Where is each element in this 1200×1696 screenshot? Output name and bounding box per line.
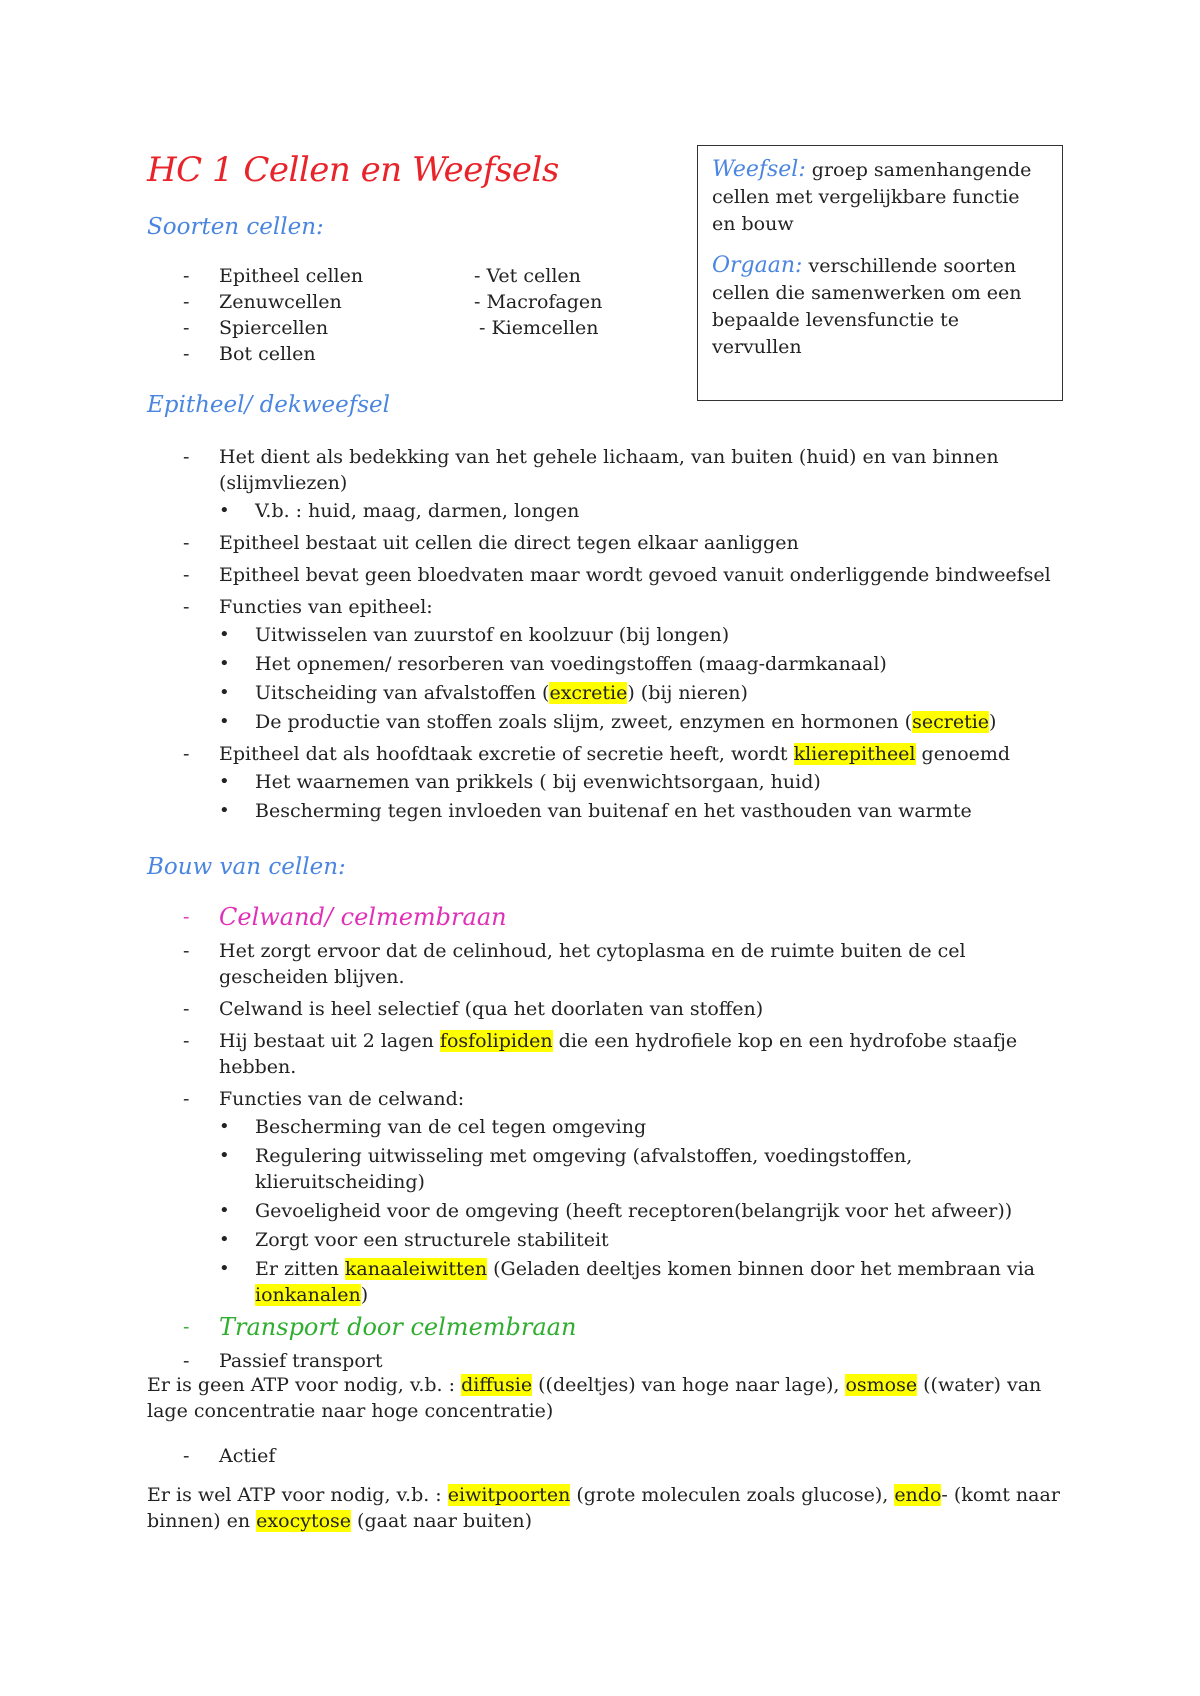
list-item: - Functies van de celwand: • Bescherming van de cel tegen omgeving • Regulering uitwisseling met omgeving (afvalstoffen, voedingstoffen, klieruitscheiding) • Gevoeligheid voor de omgeving (heeft receptoren(belangrijk voor het afweer)) • Zorgt voor een structurele stabiliteit • Er zitten kanaaleiwitten (Geladen deeltjes komen binnen door het membraan via ionkanalen)	[147, 1086, 1067, 1308]
heading-epitheel: Epitheel/ dekweefsel	[147, 392, 391, 418]
highlight: exocytose	[256, 1510, 352, 1532]
term-weefsel: Weefsel:	[712, 157, 806, 182]
highlight: fosfolipiden	[439, 1030, 553, 1052]
list-item: • De productie van stoffen zoals slijm, zweet, enzymen en hormonen (secretie)	[219, 709, 1067, 735]
list-item: - Zenuwcellen - Macrofagen	[147, 289, 602, 315]
paragraph-actief: Er is wel ATP voor nodig, v.b. : eiwitpoorten (grote moleculen zoals glucose), endo- (komt naar binnen) en exocytose (gaat naar buiten)	[147, 1484, 1060, 1532]
highlight: klierepitheel	[793, 743, 916, 765]
highlight: kanaaleiwitten	[344, 1258, 488, 1280]
list-item: - Epitheel bestaat uit cellen die direct tegen elkaar aanliggen	[147, 530, 1067, 556]
paragraph-passief: Er is geen ATP voor nodig, v.b. : diffusie ((deeltjes) van hoge naar lage), osmose ((water) van lage concentratie naar hoge concentratie)	[147, 1374, 1042, 1422]
list-item: - Het dient als bedekking van het gehele lichaam, van buiten (huid) en van binnen (slijmvliezen) • V.b. : huid, maag, darmen, longen	[147, 444, 1067, 524]
list-item: • Bescherming van de cel tegen omgeving	[219, 1114, 1067, 1140]
list-item: - Celwand is heel selectief (qua het doorlaten van stoffen)	[147, 996, 1067, 1022]
list-item: • Uitwisselen van zuurstof en koolzuur (bij longen)	[219, 622, 1067, 648]
list-item: • Er zitten kanaaleiwitten (Geladen deeltjes komen binnen door het membraan via ionkanalen)	[219, 1256, 1067, 1308]
term-orgaan: Orgaan:	[712, 253, 803, 278]
heading-bouw-van-cellen: Bouw van cellen:	[147, 854, 346, 880]
list-item: - Spiercellen - Kiemcellen	[147, 315, 602, 341]
highlight: secretie	[912, 711, 990, 733]
actief-list	[147, 1443, 1067, 1475]
list-item	[147, 904, 1067, 932]
list-item: • Regulering uitwisseling met omgeving (afvalstoffen, voedingstoffen, klieruitscheiding)	[219, 1143, 1067, 1195]
list-item: • Het waarnemen van prikkels ( bij evenwichtsorgaan, huid)	[219, 769, 1067, 795]
list-item: • V.b. : huid, maag, darmen, longen	[219, 498, 1067, 524]
list-item: - Epitheel bevat geen bloedvaten maar wordt gevoed vanuit onderliggende bindweefsel	[147, 562, 1067, 588]
list-item: • Uitscheiding van afvalstoffen (excretie) (bij nieren)	[219, 680, 1067, 706]
epitheel-list	[147, 444, 1067, 830]
list-item: - Passief transport	[147, 1348, 1067, 1374]
definition-orgaan: Orgaan: verschillende soorten cellen die samenwerken om een bepaalde levensfunctie te vervullen	[712, 253, 1022, 358]
heading-celwand: Celwand/ celmembraan	[219, 903, 507, 931]
definition-weefsel: Weefsel: groep samenhangende cellen met vergelijkbare functie en bouw	[712, 157, 1032, 235]
cell-types-list	[147, 263, 602, 367]
highlight: eiwitpoorten	[447, 1484, 571, 1506]
page-title: HC 1 Cellen en Weefsels	[147, 150, 559, 190]
list-item: - Bot cellen	[147, 341, 602, 367]
list-item: - Epitheel dat als hoofdtaak excretie of secretie heeft, wordt klierepitheel genoemd • Het waarnemen van prikkels ( bij evenwichtsorgaan, huid) • Bescherming tegen invloeden van buitenaf en het vasthouden van warmte	[147, 741, 1067, 824]
list-item: • Zorgt voor een structurele stabiliteit	[219, 1227, 1067, 1253]
highlight: excretie	[549, 682, 628, 704]
list-item: - Hij bestaat uit 2 lagen fosfolipiden die een hydrofiele kop en een hydrofobe staafje hebben.	[147, 1028, 1067, 1080]
list-item: - Epitheel cellen - Vet cellen	[147, 263, 602, 289]
list-item: • Gevoeligheid voor de omgeving (heeft receptoren(belangrijk voor het afweer))	[219, 1198, 1067, 1224]
bouw-list	[147, 904, 1067, 1380]
list-item	[147, 1314, 1067, 1342]
list-item: • Bescherming tegen invloeden van buitenaf en het vasthouden van warmte	[219, 798, 1067, 824]
list-item: - Het zorgt ervoor dat de celinhoud, het cytoplasma en de ruimte buiten de cel gescheiden blijven.	[147, 938, 1067, 990]
list-item: • Het opnemen/ resorberen van voedingstoffen (maag-darmkanaal)	[219, 651, 1067, 677]
heading-soorten-cellen: Soorten cellen:	[147, 214, 324, 240]
list-item: - Functies van epitheel: • Uitwisselen van zuurstof en koolzuur (bij longen) • Het opnemen/ resorberen van voedingstoffen (maag-darmkanaal) • Uitscheiding van afvalstoffen (excretie) (bij nieren) • De productie van stoffen zoals slijm, zweet, enzymen en hormonen (secretie)	[147, 594, 1067, 735]
list-item: - Actief	[147, 1443, 1067, 1469]
highlight: ionkanalen	[255, 1284, 361, 1306]
highlight: diffusie	[461, 1374, 533, 1396]
highlight: endo	[894, 1484, 942, 1506]
definition-box	[697, 145, 1063, 401]
highlight: osmose	[845, 1374, 918, 1396]
heading-transport: Transport door celmembraan	[219, 1313, 577, 1341]
